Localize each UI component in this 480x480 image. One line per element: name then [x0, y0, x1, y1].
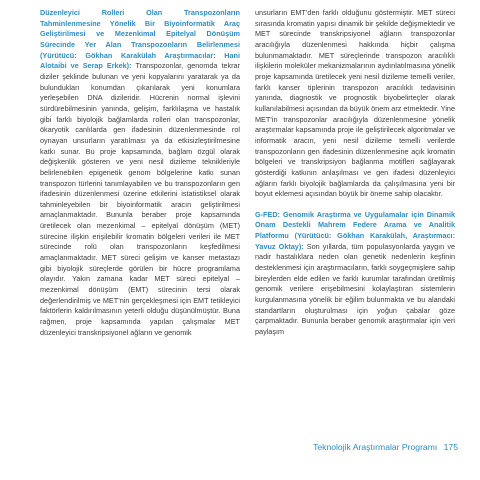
- left-column: [40, 8, 240, 338]
- right-column: [255, 8, 455, 338]
- project-2-body: Son yıllarda, tüm populasyonlarda yaygın ve nadir hastalıklara neden olan genetik nedenlerin keşfinin desteklenmesi için araştırmacıların, farklı soygeçmişlere sahip bireylerden elde edilen ve farklı kurumlar tarafından üretilmiş genomik verilere erişebilmesini kolaylaştıran sistemlerin kurgulanmasına yönelik bir eğilim bulunmakta ve bu alandaki standartların oluşturulması için yoğun çabalar göze çarpmaktadır. Bununla beraber genomik araştırmalar için veri paylaşım: [255, 241, 455, 337]
- page-footer: [310, 442, 458, 452]
- project-2-paragraph: [255, 210, 455, 338]
- project-1-paragraph: [40, 8, 240, 338]
- section-spacer: [255, 200, 455, 210]
- project-1-body: Transpozonlar, genomda tekrar diziler şeklinde bulunan ve yeni kopyalarını yaratarak ya da bulundukları konumdan çıkarılarak yeni konumlara yerleşebilen DNA dizileridir. Hücrenin normal işlevini sürdürebilmesinin yanında, gelişim, farklılaşma ve hastalık gibi farklı biyolojik bağlamlarda rolleri olan transpozonlar, ökaryotik canlılarda gen ifadesinin düzenlenmesinde rol oynayan unsurların yaratılması ya da etkisizleştirilmesine katkı sunar. Bu proje kapsamında, bağlam özgül olarak değişkenlik gösteren ve yeni nesil dizileme teknikleriyle belirlenebilen epigenetik genom bölgelerine katkı sunan transpozon türlerini tanımlayabilen ve bu transpozonların gen ifadesinin düzenlenmesi üzerine etkilerini istatistiksel olarak tahminleyebilen bir biyoinformatik aracın geliştirilmesi amaçlanmaktadır. Bununla beraber proje kapsamında üretilecek olan mezenkimal – epitelyal dönüşüm (MET) sürecine ilişkin erişilebilir kromatin bölgeleri verileri ile MET sürecinde rolü olan transpozonların keşfedilmesi amaçlanmaktadır. MET süreci gelişim ve kanser metastazı gibi biyolojik süreçlerde görülen bir hücre programlama olayıdır. Yakın zamana kadar MET süreci epitelyal – mezenkimal dönüşüm (EMT) sürecinin tersi olarak değerlendirilmiş ve MET’nin gerçekleşmesi için EMT tetikleyici faktörlerin kaldırılmasının yeterli olduğu düşünülmüştür. Buna rağmen, proje kapsamında yapılan çalışmalar MET düzenleyici transkripsiyonel ağların ve genomik: [40, 61, 241, 337]
- project-1-heading: Düzenleyici Rolleri Olan Transpozonların Tahminlenmesine Yönelik Bir Biyoinformatik Araç Geliştirilmesi ve Mezenkimal Epitelyal Dönüşüm Sürecinde Yer Alan Transpozonların Belirlenmesi (Yürütücü: Gökhan Karakülah Araştırmacılar: Hani Alotaibi ve Serap Erkek):: [40, 8, 240, 71]
- project-2-heading: G-FED: Genomik Araştırma ve Uygulamalar için Dinamik Onam Destekli Mahrem Federe Arama ve Analitik Platformu (Yürütücü: Gökhan Karakülah, Araştırmacı: Yavuz Oktay):: [255, 209, 455, 251]
- page-number: 175: [443, 442, 458, 452]
- footer-program-title: Teknolojik Araştırmalar Programı: [313, 442, 438, 452]
- project-1-body-continued: unsurların EMT’den farklı olduğunu göstermiştir. MET süreci sırasında kromatin yapısı dinamik bir şekilde değişmektedir ve MET sürecinde transkripsiyonel ağların transpozonlar aracılığıyla düzenlenmesi hakkında hiçbir çalışma bulunmamaktadır. MET süreçlerinde transpozon aracılıklı ilişkilerin moleküler mekanizmalarının aydınlatılmasına yönelik proje kapsamında üretilecek yeni nesil dizileme temelli veriler, farklı kanser tiplerinin transpozon aracılıklı tedavisinin yanında, diagnostik ve prognostik biyobelirteçler olarak kullanılabilmesi açısından da büyük önem arz etmektedir. Yine MET’in transpozonlar aracılığıyla düzenlenmesine yönelik araştırmalar kapsamında proje ile geliştirilecek algoritmalar ve informatik aracın, yeni nesil dizileme temelli verilerde transpozonların gen ifadesinin düzenlenmesine açık kromatin bölgeleri ve transkripsiyon bağlanma motifleri sağlayarak gösterdiği katkının anlaşılması ve gen ifadesi düzenleyici ağların farklı biyolojik bağlamlarda da çalışılmasına yeni bir boyut eklemesi açısından büyük bir öneme sahip olacaktır.: [255, 8, 455, 199]
